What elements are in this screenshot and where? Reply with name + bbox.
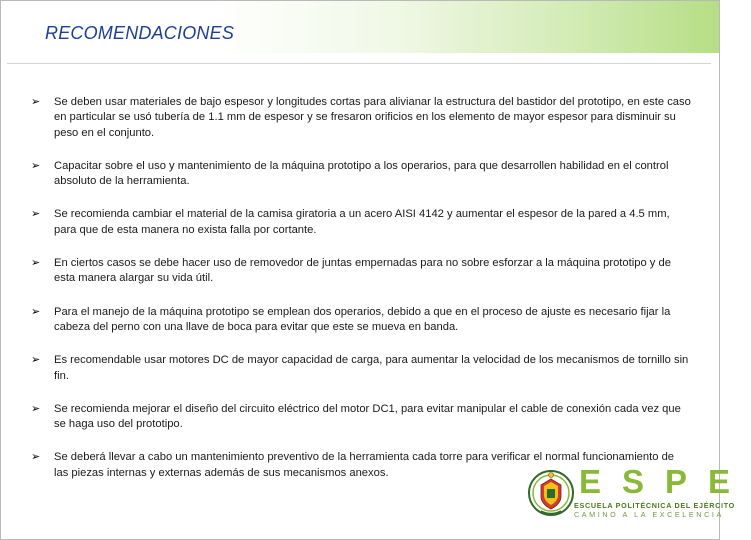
bullet-text: Se recomienda cambiar el material de la camisa giratoria a un acero AISI 4142 y aumentar el espesor de la pared a 4.5 mm, para que de esta manera no exista falla por cortante.	[54, 208, 670, 236]
arrow-bullet-icon: ➢	[31, 257, 41, 270]
arrow-bullet-icon: ➢	[31, 96, 41, 108]
arrow-bullet-icon: ➢	[31, 208, 41, 221]
bullet-text: Es recomendable usar motores DC de mayor capacidad de carga, para aumentar la velocidad de los mecanismos de tornillo sin fin.	[54, 354, 689, 382]
bullet-item	[1, 207, 719, 238]
title-divider	[7, 63, 711, 64]
bullet-text: En ciertos casos se debe hacer uso de removedor de juntas empernadas para no sobre esforzar a la máquina prototipo y de esta manera alargar su vida útil.	[54, 257, 671, 285]
arrow-bullet-icon: ➢	[31, 159, 41, 172]
espe-logo	[521, 459, 751, 523]
logo-wordmark: ESPE	[579, 463, 751, 500]
bullet-text: Se deben usar materiales de bajo espesor y longitudes cortas para alivianar la estructura del bastidor del prototipo, en este caso en particular se usó tubería de 1.1 mm de espesor y se fresaron orificios en los elemento de mayor espesor para disminuir su peso en el conjunto.	[54, 96, 691, 139]
bullet-item	[1, 402, 719, 433]
bullet-item	[1, 256, 719, 287]
logo-institution-name: ESCUELA POLITÉCNICA DEL EJÉRCITO	[574, 501, 735, 510]
espe-crest-icon	[527, 467, 575, 519]
bullet-item	[1, 95, 719, 141]
arrow-bullet-icon: ➢	[31, 305, 41, 318]
bullet-list	[1, 95, 719, 499]
bullet-text: Capacitar sobre el uso y mantenimiento de la máquina prototipo a los operarios, para que desarrollen habilidad en el control absoluto de la herramienta.	[54, 159, 669, 188]
bullet-text: Se deberá llevar a cabo un mantenimiento preventivo de la herramienta cada torre para verificar el normal funcionamiento de las piezas internas y externas además de sus mecanismos anexos.	[54, 451, 675, 479]
arrow-bullet-icon: ➢	[31, 451, 41, 464]
bullet-item	[1, 305, 719, 336]
arrow-bullet-icon: ➢	[31, 402, 41, 415]
logo-motto: CAMINO A LA EXCELENCIA	[574, 510, 724, 519]
bullet-text: Para el manejo de la máquina prototipo se emplean dos operarios, debido a que en el proceso de ajuste es necesario fijar la cabeza del perno con una llave de boca para evitar que este se mueva en banda.	[54, 305, 671, 333]
slide-title: RECOMENDACIONES	[45, 23, 235, 43]
arrow-bullet-icon: ➢	[31, 354, 41, 367]
bullet-text: Se recomienda mejorar el diseño del circuito eléctrico del motor DC1, para evitar manipular el cable de conexión cada vez que se haga uso del prototipo.	[54, 402, 681, 431]
bullet-item	[1, 353, 719, 384]
bullet-item	[1, 159, 719, 190]
